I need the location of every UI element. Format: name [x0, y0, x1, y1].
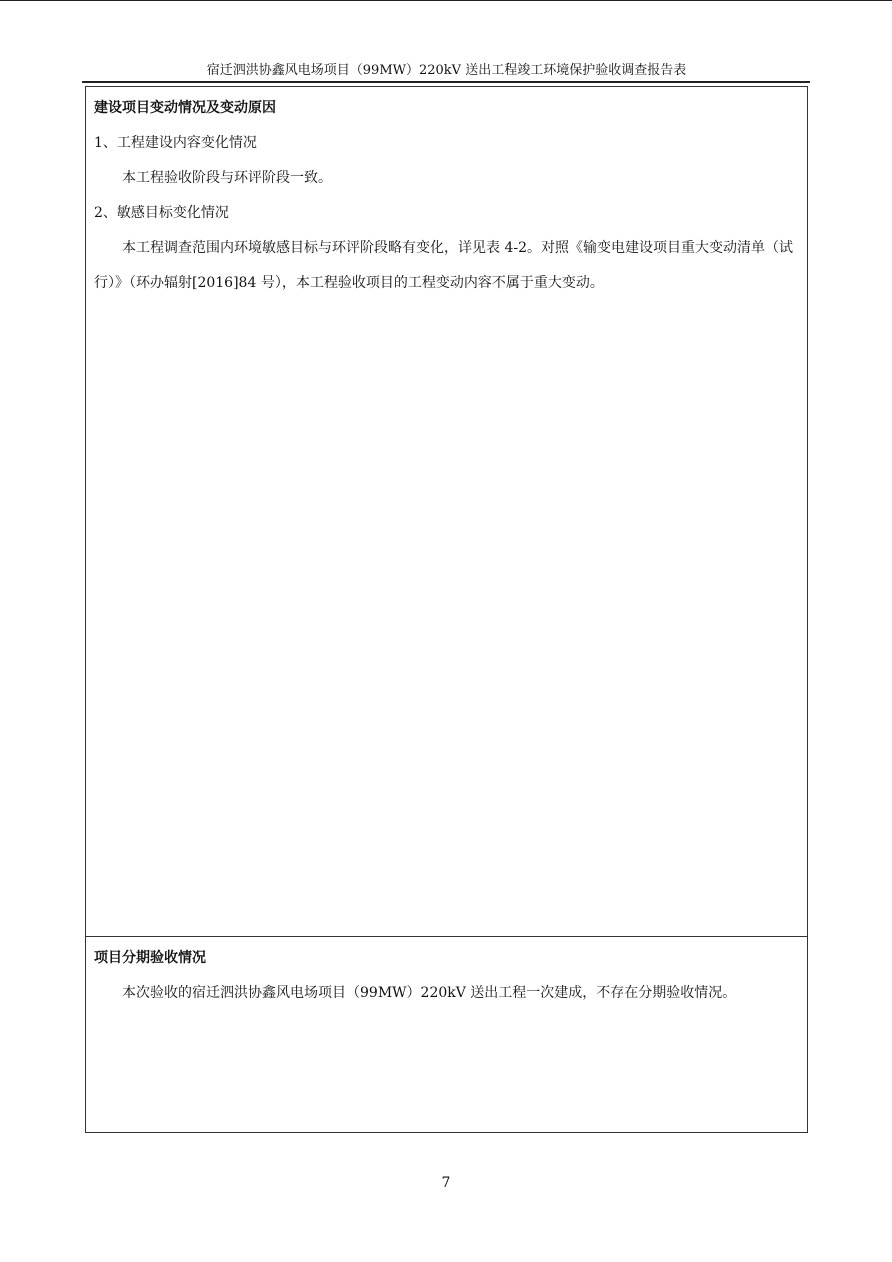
page-number: 7	[441, 1175, 451, 1191]
phased-text: 本次验收的宿迁泗洪协鑫风电场项目（99MW）220kV 送出工程一次建成，不存在分期验收情况。	[122, 985, 737, 1001]
item2-text: 本工程调查范围内环境敏感目标与环评阶段略有变化，详见表 4-2。对照《输变电建设项目重大变动清单（试行）》（环办辐射[2016]84 号），本工程验收项目的工程变动内容不属于重大变动。	[94, 240, 793, 291]
item1-title: 1、工程建设内容变化情况	[94, 135, 257, 151]
header-rule	[82, 81, 810, 83]
changes-heading: 建设项目变动情况及变动原因	[94, 100, 276, 116]
phased-heading: 项目分期验收情况	[94, 950, 206, 966]
item1-text: 本工程验收阶段与环评阶段一致。	[122, 170, 332, 186]
phased-cell	[86, 941, 807, 1011]
cell-divider	[86, 936, 807, 937]
report-table	[85, 86, 808, 1133]
changes-cell	[86, 91, 807, 301]
page-top-border	[0, 0, 892, 1]
page-header-title: 宿迁泗洪协鑫风电场项目（99MW）220kV 送出工程竣工环境保护验收调查报告表	[206, 63, 687, 78]
item2-title: 2、敏感目标变化情况	[94, 205, 229, 221]
